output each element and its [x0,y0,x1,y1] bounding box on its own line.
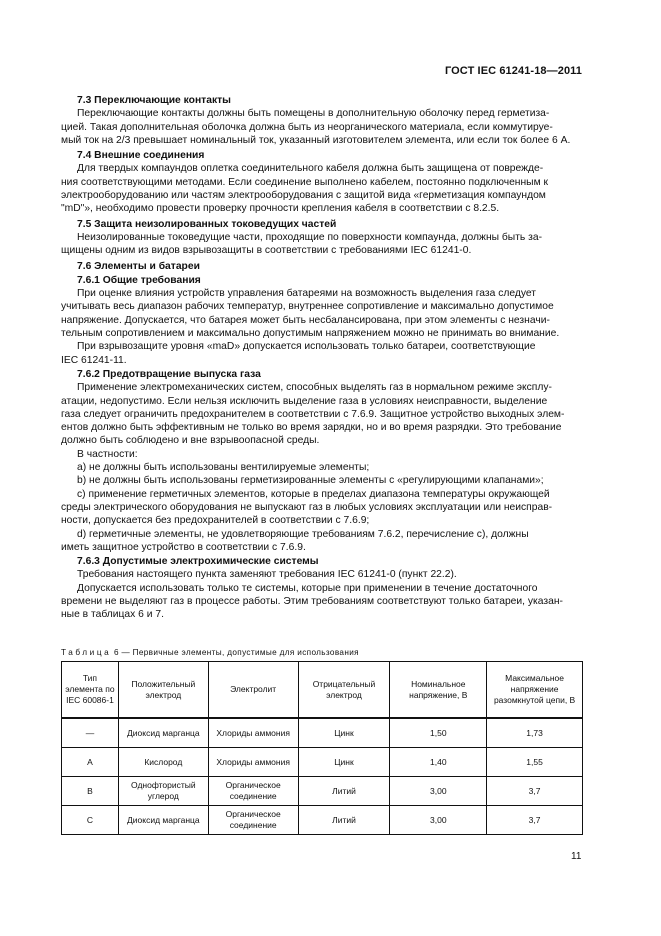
paragraph-line: Допускается использовать только те системы, которые при применении в течение достаточного [77,582,538,594]
table-cell: Диоксид марганца [118,806,208,835]
header-cell-positive-electrode: Положительный электрод [118,662,208,719]
table-cell: 1,55 [487,748,583,777]
table-cell: Кислород [118,748,208,777]
section-7-6-1-heading: 7.6.1 Общие требования [77,274,201,286]
table-cell: 1,40 [390,748,487,777]
table-row [62,777,583,806]
paragraph-line: должно быть соблюдено и вне взрывоопасной среды. [61,435,320,447]
paragraph-line: При взрывозащите уровня «maD» допускается использовать только батареи, соответствующие [77,341,536,353]
table-cell: 1,50 [390,718,487,748]
header-cell-max-open-circuit-voltage: Максимальное напряжение разомкнутой цепи, В [487,662,583,719]
table-cell: Однофтористый углерод [118,777,208,806]
table-cell: Литий [298,806,390,835]
header-cell-negative-electrode: Отрицательный электрод [298,662,390,719]
list-item-d: d) герметичные элементы, не удовлетворяющие требованиям 7.6.2, перечисление c), должны [77,528,529,540]
header-cell-type: Тип элемента по IEC 60086-1 [62,662,119,719]
table-cell: 3,7 [487,806,583,835]
table-cell: C [62,806,119,835]
list-item-c: c) применение герметичных элементов, которые в пределах диапазона температуры окружающей [77,488,550,500]
paragraph-line: При оценке влияния устройств управления батареями на возможность выделения газа следует [77,288,537,300]
table-cell: A [62,748,119,777]
table-cell: Цинк [298,718,390,748]
table-cell: 3,00 [390,777,487,806]
section-7-5-heading: 7.5 Защита неизолированных токоведущих частей [77,218,337,230]
table-cell: Органическое соединение [208,806,298,835]
paragraph-line: IEC 61241-11. [61,354,127,366]
paragraph-line: ные в таблицах 6 и 7. [61,609,164,621]
paragraph-line: Неизолированные токоведущие части, проходящие по поверхности компаунда, должны быть за- [77,231,543,243]
table-caption [61,648,359,657]
paragraph-line: иметь защитное устройство в соответствии с 7.6.9. [61,541,306,553]
header-cell-electrolyte: Электролит [208,662,298,719]
table-cell: B [62,777,119,806]
list-item-a: a) не должны быть использованы вентилируемые элементы; [77,462,370,474]
table-row [62,748,583,777]
paragraph-line: В частности: [77,448,138,460]
table-header-row [62,662,583,719]
paragraph-line: учитывать весь диапазон рабочих температур, внутреннее сопротивление и максимально допустимое [61,301,554,313]
page-number: 11 [571,851,582,862]
paragraph-line: ности, допускается без предохранителей в соответствии с 7.6.9; [61,515,370,527]
paragraph-line: атации, недопустимо. Если нельзя исключить выделение газа в условиях неисправности, выделение [61,395,548,407]
paragraph-line: тельным сопротивлением и максимально допустимым напряжением можно не принимать во внимание. [61,328,560,340]
paragraph-line: ния соответствующими методами. Если соединение выполнено кабелем, постоянно подключенным к [61,176,549,188]
paragraph-line: ентов должно быть эффективным не только во время зарядки, но и во время разрядки. Это требование [61,422,562,434]
table-row [62,718,583,748]
table-caption-text: 6 — Первичные элементы, допустимые для использования [113,648,359,657]
paragraph-line: "mD"», необходимо провести проверку прочности крепления кабеля в соответствии с 8.2.5. [61,203,500,215]
paragraph-line: Переключающие контакты должны быть помещены в дополнительную оболочку перед герметиза- [77,108,550,120]
paragraph-line: Для твердых компаундов оплетка соединительного кабеля должна быть защищена от поврежде- [77,163,544,175]
paragraph-line: щищены одним из видов взрывозащиты в соответствии с требованиями IEC 61241-0. [61,245,472,257]
table-cell: Хлориды аммония [208,718,298,748]
table-cell: — [62,718,119,748]
table-cell: Цинк [298,748,390,777]
table-cell: 3,7 [487,777,583,806]
section-7-4-heading: 7.4 Внешние соединения [77,150,205,162]
section-7-6-heading: 7.6 Элементы и батареи [77,260,200,272]
header-cell-nominal-voltage: Номинальное напряжение, В [390,662,487,719]
standard-designation: ГОСТ IEC 61241-18—2011 [444,65,582,77]
table-cell: Литий [298,777,390,806]
section-7-3-heading: 7.3 Переключающие контакты [77,95,231,106]
list-item-b: b) не должны быть использованы герметизированные элементы с «регулирующими клапанами»; [77,475,544,487]
paragraph-line: времени не выделяют газ в процессе работы. Этим требованиям соответствуют только батареи, указан- [61,595,563,607]
paragraph-line: цией. Такая дополнительная оболочка должна быть из неорганического материала, если коммутируе- [61,121,553,133]
paragraph-line: Требования настоящего пункта заменяют требования IEC 61241-0 (пункт 22.2). [77,569,457,581]
paragraph-line: электрооборудованию или частям электрооборудования с защитой вида «герметизация компаундом [61,190,546,202]
primary-cells-table [61,661,583,835]
paragraph-line: Применение электромеханических систем, способных выделять газ в нормальном режиме эксплу- [77,382,552,394]
table-cell: 1,73 [487,718,583,748]
table-cell: Органическое соединение [208,777,298,806]
table-cell: Диоксид марганца [118,718,208,748]
section-7-6-2-heading: 7.6.2 Предотвращение выпуска газа [77,368,261,380]
paragraph-line: мый ток на 2/3 превышает номинальный ток, указанный изготовителем элемента, или если ток более 6 А. [61,134,571,146]
paragraph-line: напряжение. Допускается, что батарея может быть несбалансирована, при этом элементы с незначи- [61,314,550,326]
paragraph-line: среды электрического оборудования не выпускают газ в любых условиях эксплуатации или неисправ- [61,501,553,513]
table-caption-label: Таблица [61,648,112,657]
table-cell: Хлориды аммония [208,748,298,777]
table-cell: 3,00 [390,806,487,835]
document-body [61,93,584,622]
section-7-6-3-heading: 7.6.3 Допустимые электрохимические системы [77,556,319,568]
paragraph-line: газа следует ограничить предохранителем в соответствии с 7.6.9. Защитное устройство выходных элем- [61,408,565,420]
table-row [62,806,583,835]
